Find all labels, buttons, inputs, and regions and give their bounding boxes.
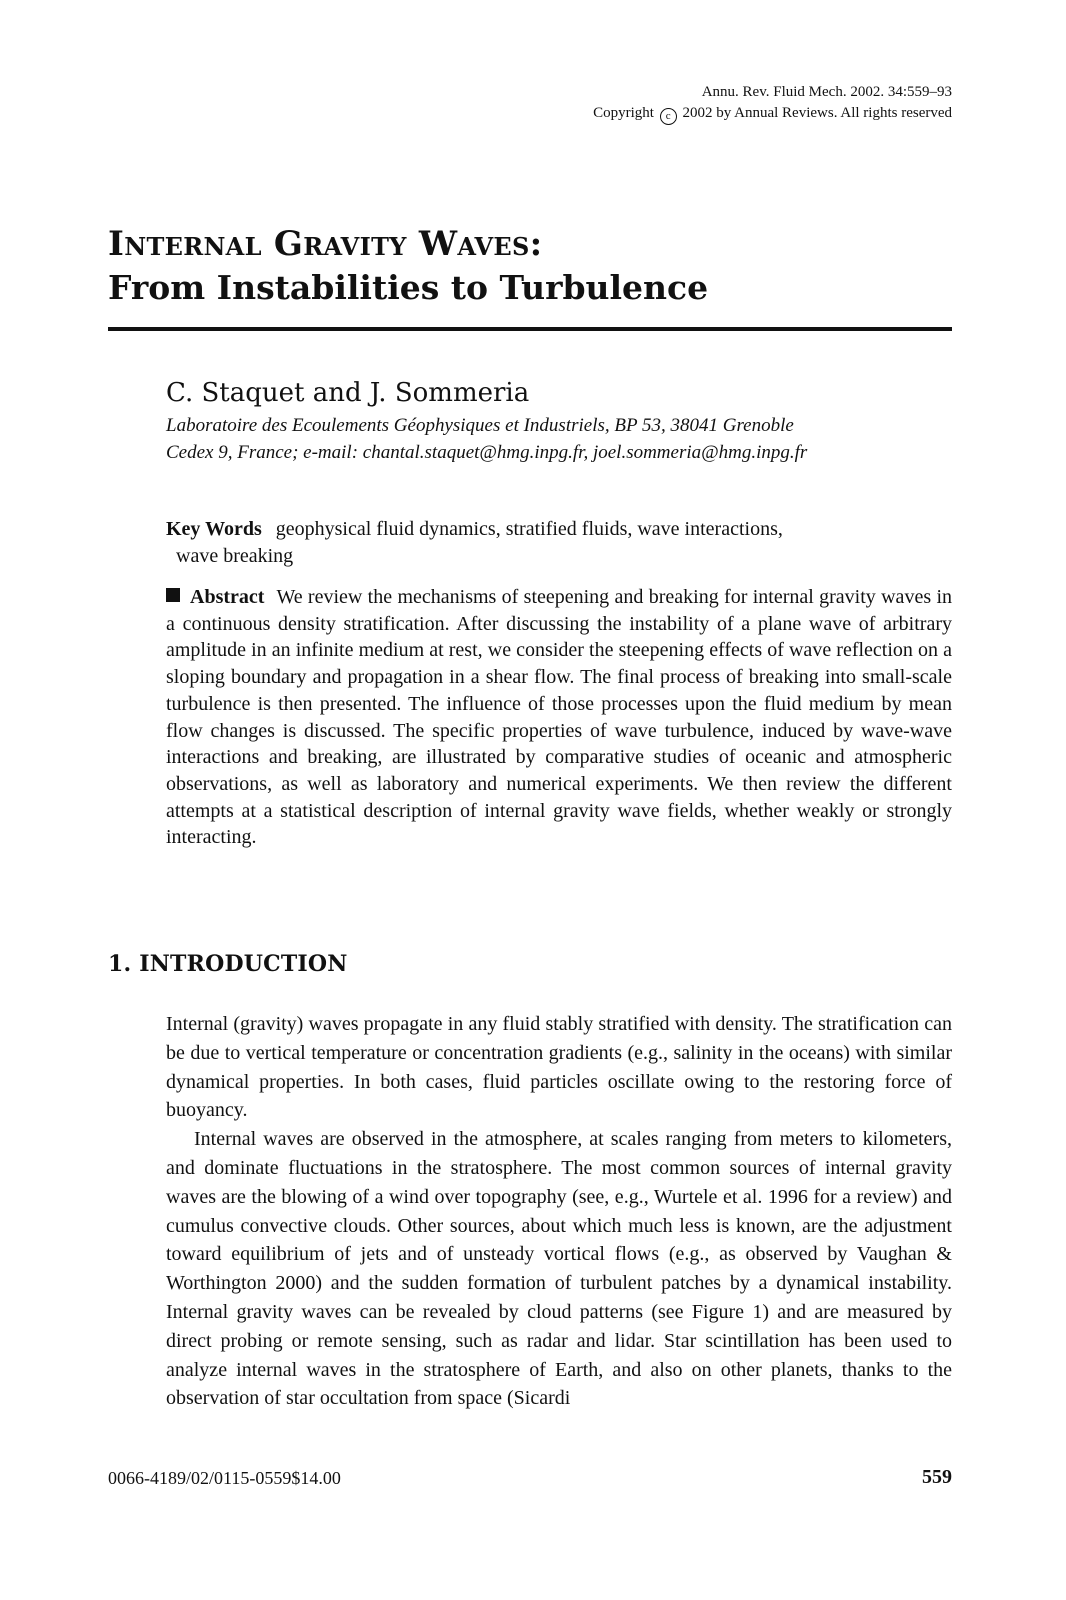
- introduction-paragraph-2: Internal waves are observed in the atmosphere, at scales ranging from meters to kilometers, and dominate fluctuations in the stratosphere. The most common sources of internal gravity waves are the blowing of a wind over topography (see, e.g., Wurtele et al. 1996 for a review) and cumulus convective clouds. Other sources, about which much less is known, are the adjustment toward equilibrium of jets and of unsteady vortical flows (e.g., as observed by Vaughan & Worthington 2000) and the sudden formation of turbulent patches by a dynamical instability. Internal gravity waves can be revealed by cloud patterns (see Figure 1) and are measured by direct probing or remote sensing, such as radar and lidar. Star scintillation has been used to analyze internal waves in the stratosphere of Earth, and also on other planets, thanks to the observation of star occultation from space (Sicardi: [166, 1128, 952, 1410]
- affiliation-line-2: Cedex 9, France; e-mail: chantal.staquet@hmg.inpg.fr, joel.sommeria@hmg.inpg.fr: [166, 442, 808, 463]
- article-code: 0066-4189/02/0115-0559$14.00: [108, 1468, 341, 1488]
- keywords-line-1: geophysical fluid dynamics, stratified fluids, wave interactions,: [275, 518, 783, 540]
- keywords-label: Key Words: [166, 518, 262, 540]
- copyright-suffix: 2002 by Annual Reviews. All rights reserved: [682, 105, 952, 121]
- abstract-label: Abstract: [190, 586, 265, 608]
- abstract-text: We review the mechanisms of steepening and breaking for internal gravity waves in a continuous density stratification. After discussing the instability of a plane wave of arbitrary amplitude in an infinite medium at rest, we consider the steepening effects of wave reflection on a sloping boundary and propagation in a shear flow. The final process of breaking into small-scale turbulence is then presented. The influence of those processes upon the fluid medium by mean flow changes is discussed. The specific properties of wave turbulence, induced by wave-wave interactions and breaking, are illustrated by comparative studies of oceanic and atmospheric observations, as well as laboratory and numerical experiments. We then review the different attempts at a statistical description of internal gravity wave fields, whether weakly or strongly interacting.: [166, 586, 952, 849]
- title-divider: [108, 327, 952, 331]
- author-affiliation: [166, 412, 952, 466]
- journal-header: [593, 82, 952, 125]
- author-names: C. Staquet and J. Sommeria: [166, 378, 530, 408]
- section-heading: 1. INTRODUCTION: [108, 951, 348, 977]
- journal-citation: Annu. Rev. Fluid Mech. 2002. 34:559–93: [701, 84, 952, 100]
- abstract-block: [166, 584, 952, 851]
- article-title: Internal Gravity Waves:: [108, 224, 543, 264]
- copyright-prefix: Copyright: [593, 105, 654, 121]
- page-number: 559: [922, 1466, 952, 1488]
- keywords-block: [166, 516, 952, 570]
- keywords-line-2: wave breaking: [176, 545, 294, 567]
- copyright-icon: c: [660, 108, 677, 125]
- introduction-paragraph-1: Internal (gravity) waves propagate in any fluid stably stratified with density. The stratification can be due to vertical temperature or concentration gradients (e.g., salinity in the oceans) with similar dynamical properties. In both cases, fluid particles oscillate owing to the restoring force of buoyancy.: [166, 1013, 952, 1122]
- copyright-line: [593, 103, 952, 125]
- introduction-body: [166, 1010, 952, 1413]
- article-subtitle: From Instabilities to Turbulence: [108, 268, 709, 307]
- affiliation-line-1: Laboratoire des Ecoulements Géophysiques et Industriels, BP 53, 38041 Grenoble: [166, 415, 794, 436]
- article-title-block: [108, 222, 952, 310]
- square-bullet-icon: [166, 588, 180, 602]
